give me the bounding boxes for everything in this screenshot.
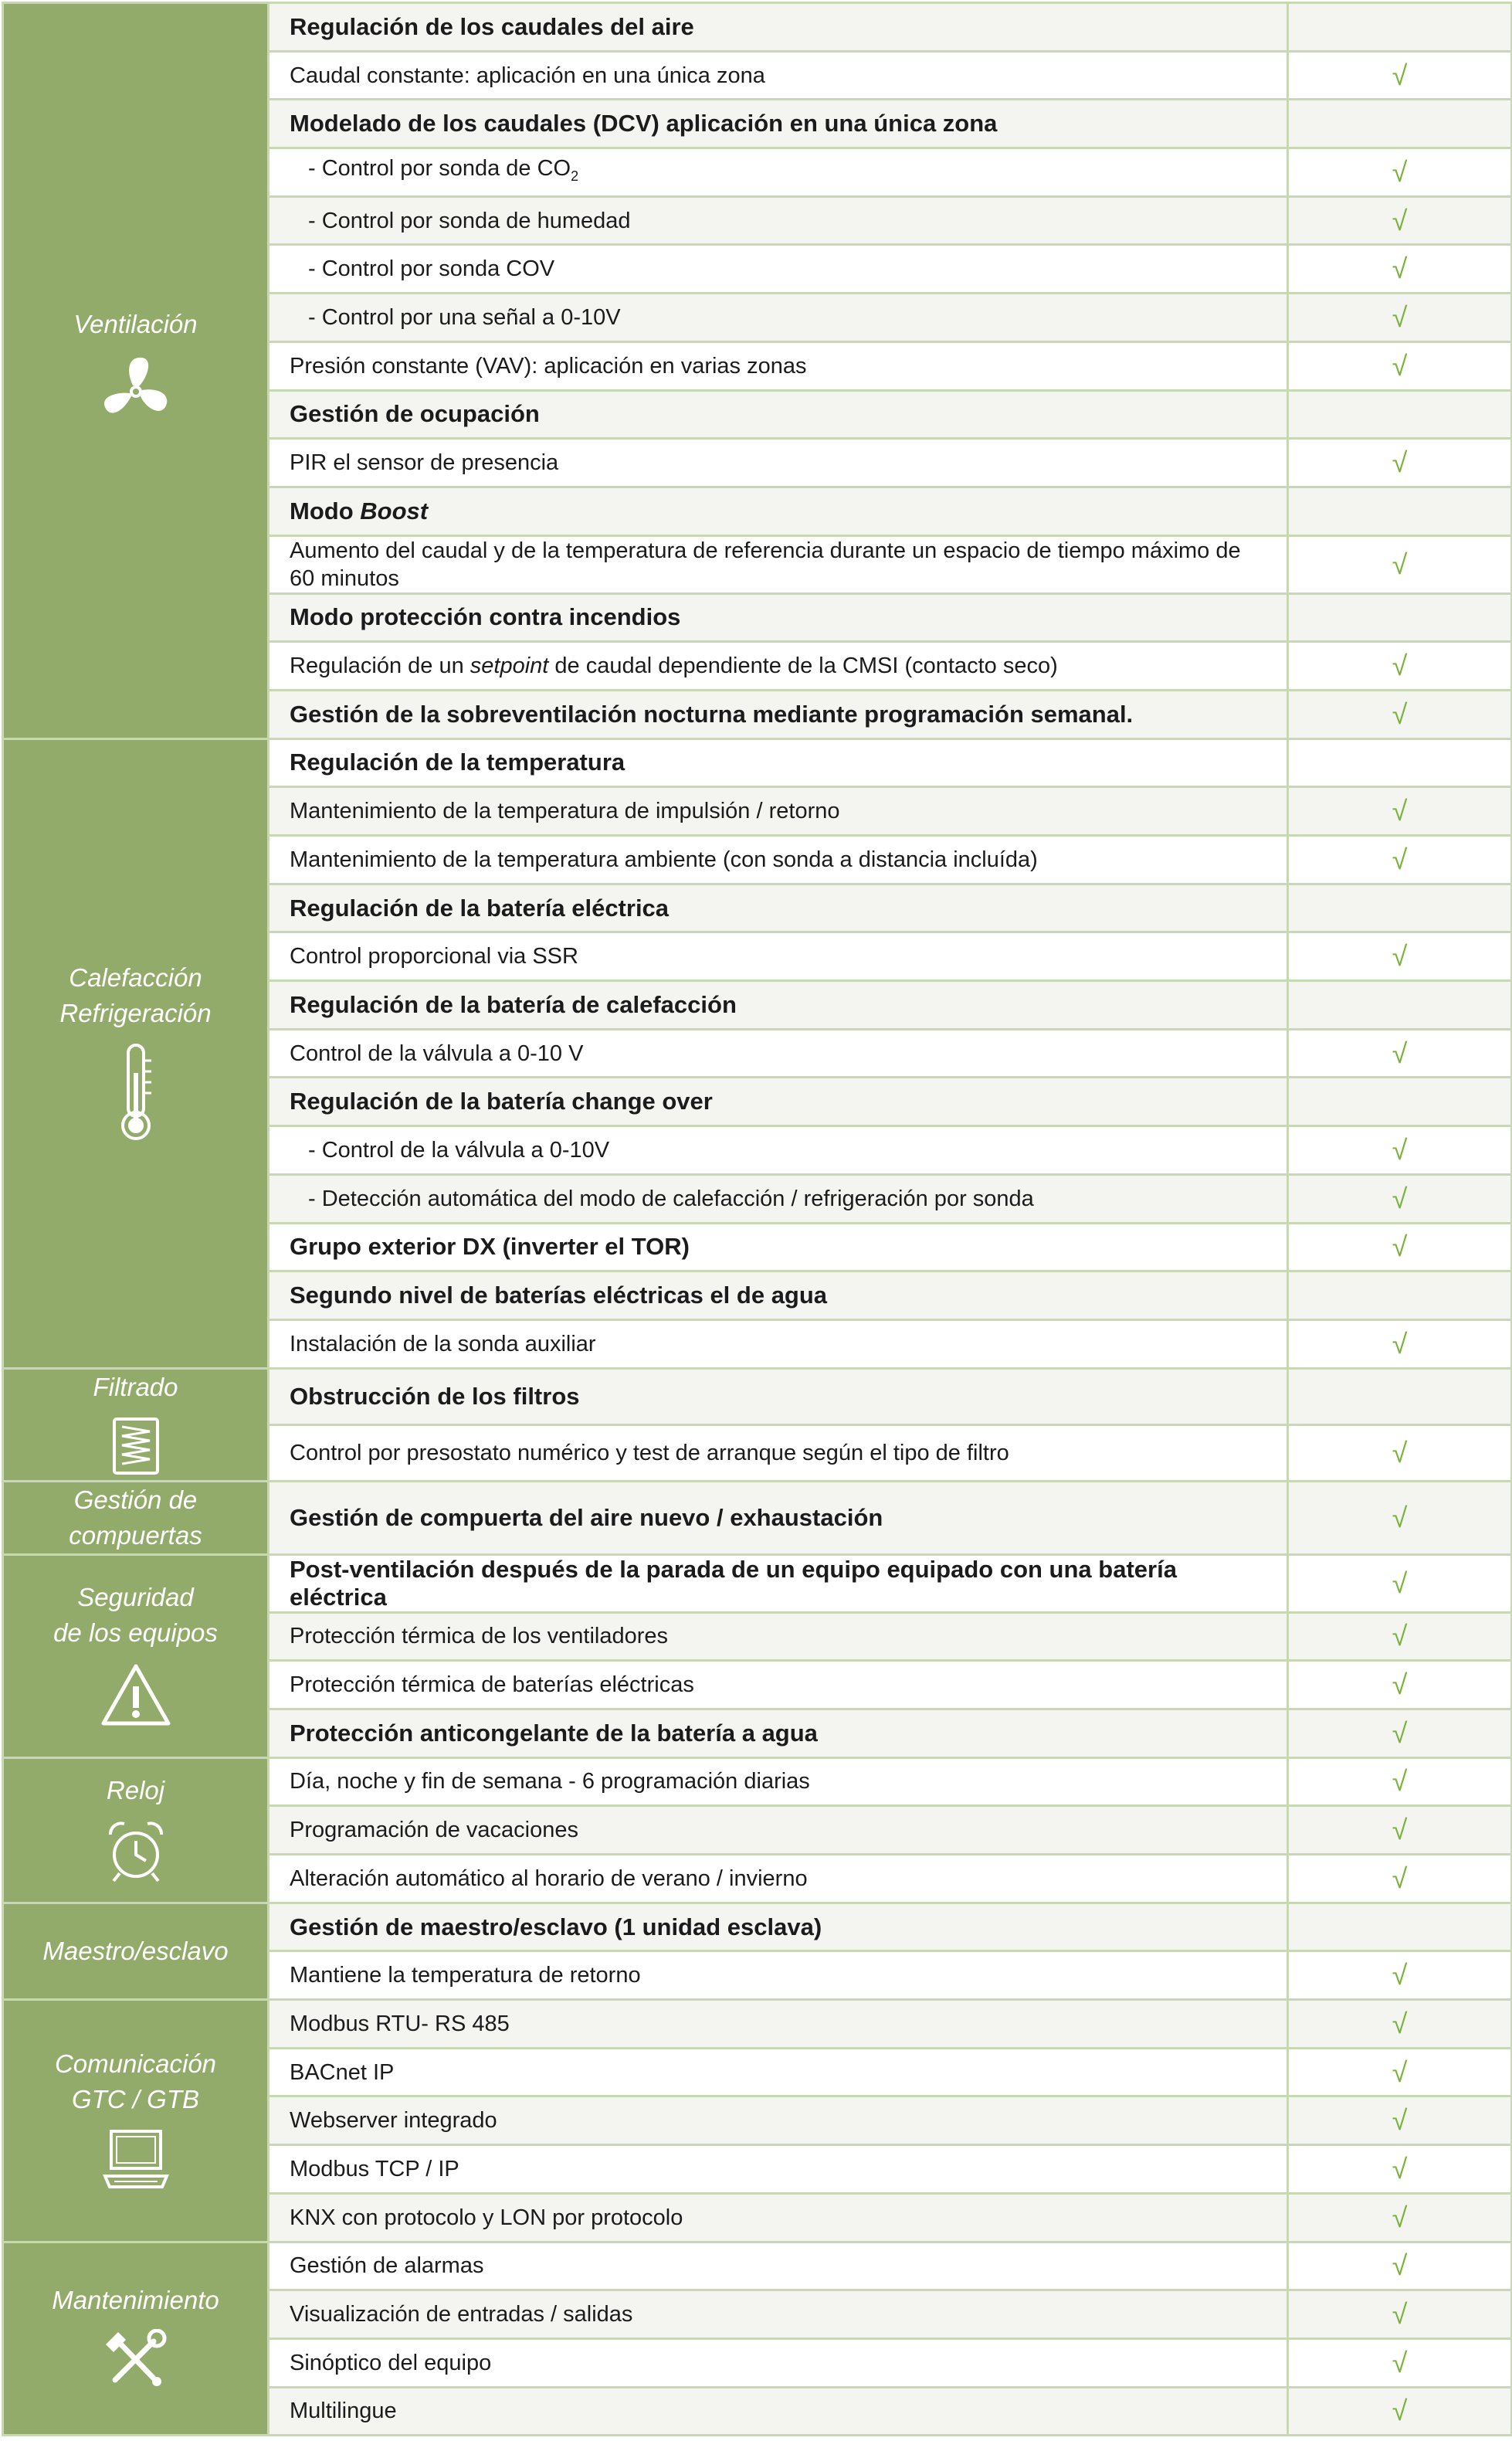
category-cell — [3, 1757, 269, 1903]
check-mark: √ — [1288, 1806, 1512, 1855]
feature-text: Gestión de maestro/esclavo (1 unidad esclava) — [290, 1913, 822, 1940]
feature-cell — [269, 1078, 1288, 1126]
feature-cell — [269, 1757, 1288, 1806]
feature-text: - Control de la válvula a 0-10V — [308, 1137, 610, 1163]
feature-text: Mantenimiento de la temperatura ambiente (con sonda a distancia incluída) — [290, 847, 1038, 872]
feature-text: Programación de vacaciones — [290, 1818, 578, 1843]
table-row — [3, 2242, 1512, 2290]
feature-cell — [269, 1951, 1288, 2000]
category-label: Reloj — [106, 1775, 165, 1804]
feature-text: Regulación de la batería change over — [290, 1088, 713, 1115]
check-mark: √ — [1288, 2242, 1512, 2290]
category-cell — [3, 3, 269, 739]
table-row — [3, 738, 1512, 787]
category-cell — [3, 738, 269, 1368]
feature-text: Regulación de un — [290, 654, 470, 679]
feature-text: Día, noche y fin de semana - 6 programación diarias — [290, 1769, 810, 1794]
table-row — [3, 1757, 1512, 1806]
feature-text: Control por presostato numérico y test de arranque según el tipo de filtro — [290, 1440, 1009, 1465]
check-mark: √ — [1288, 51, 1512, 100]
check-mark: √ — [1288, 1709, 1512, 1757]
check-mark: √ — [1288, 2338, 1512, 2387]
feature-cell — [269, 738, 1288, 787]
features-table — [2, 2, 1512, 2436]
feature-text: Multilingue — [290, 2399, 397, 2424]
category-cell — [3, 2242, 269, 2436]
check-empty — [1288, 390, 1512, 439]
check-mark: √ — [1288, 2387, 1512, 2436]
check-mark: √ — [1288, 2290, 1512, 2339]
check-empty — [1288, 487, 1512, 535]
table-row — [3, 2000, 1512, 2049]
feature-cell — [269, 1903, 1288, 1951]
feature-cell — [269, 1554, 1288, 1612]
feature-cell — [269, 1855, 1288, 1903]
feature-cell — [269, 787, 1288, 836]
thermometer-icon — [113, 1042, 159, 1146]
feature-text: Instalación de la sonda auxiliar — [290, 1331, 596, 1356]
feature-text: Webserver integrado — [290, 2108, 497, 2134]
feature-cell — [269, 439, 1288, 487]
feature-cell — [269, 2048, 1288, 2096]
feature-text: - Control por sonda COV — [308, 256, 555, 282]
feature-cell — [269, 884, 1288, 932]
feature-text: Gestión de compuerta del aire nuevo / exhaustación — [290, 1503, 883, 1531]
feature-cell — [269, 1368, 1288, 1424]
category-label: Comunicación GTC / GTB — [54, 2049, 217, 2113]
feature-text: Modelado de los caudales (DCV) aplicación en una única zona — [290, 110, 998, 137]
category-label: Seguridad de los equipos — [53, 1583, 218, 1648]
category-cell — [3, 1554, 269, 1757]
table-row — [3, 1368, 1512, 1424]
feature-cell — [269, 245, 1288, 294]
check-empty — [1288, 738, 1512, 787]
feature-text: BACnet IP — [290, 2059, 395, 2085]
feature-cell — [269, 294, 1288, 342]
feature-cell — [269, 487, 1288, 535]
feature-text: Caudal constante: aplicación en una única zona — [290, 63, 765, 88]
tools-icon — [103, 2329, 169, 2395]
check-mark: √ — [1288, 2048, 1512, 2096]
category-cell — [3, 2000, 269, 2242]
feature-cell — [269, 1806, 1288, 1855]
feature-cell — [269, 2242, 1288, 2290]
feature-cell — [269, 341, 1288, 390]
check-mark: √ — [1288, 1424, 1512, 1481]
feature-cell — [269, 1126, 1288, 1175]
fan-icon — [99, 353, 173, 434]
check-mark: √ — [1288, 932, 1512, 981]
check-mark: √ — [1288, 1554, 1512, 1612]
table-row — [3, 1903, 1512, 1951]
feature-text: Mantenimiento de la temperatura de impulsión / retorno — [290, 799, 840, 824]
feature-cell — [269, 148, 1288, 197]
category-label: Mantenimiento — [52, 2285, 219, 2314]
feature-text: Obstrucción de los filtros — [290, 1382, 580, 1410]
check-empty — [1288, 1903, 1512, 1951]
feature-text: KNX con protocolo y LON por protocolo — [290, 2205, 683, 2230]
check-mark: √ — [1288, 535, 1512, 593]
feature-text: Sinóptico del equipo — [290, 2350, 492, 2375]
computer-icon — [100, 2128, 171, 2195]
alarm-clock-icon — [103, 1819, 169, 1888]
category-label: Ventilación — [73, 310, 198, 339]
feature-text: Segundo nivel de baterías eléctricas el de agua — [290, 1282, 828, 1309]
check-mark: √ — [1288, 1126, 1512, 1175]
feature-cell — [269, 593, 1288, 642]
check-empty — [1288, 884, 1512, 932]
feature-text: Post-ventilación después de la parada de un equipo equipado con una batería eléctrica — [290, 1555, 1177, 1611]
feature-cell — [269, 2096, 1288, 2145]
check-mark: √ — [1288, 1757, 1512, 1806]
check-mark: √ — [1288, 148, 1512, 197]
check-empty — [1288, 1078, 1512, 1126]
feature-text: Gestión de la sobreventilación nocturna mediante programación semanal. — [290, 700, 1134, 728]
check-empty — [1288, 3, 1512, 52]
feature-text: Regulación de los caudales del aire — [290, 12, 694, 40]
warning-icon — [99, 1662, 173, 1732]
check-mark: √ — [1288, 1174, 1512, 1223]
check-mark: √ — [1288, 1319, 1512, 1368]
feature-text: Regulación de la batería de calefacción — [290, 990, 737, 1018]
feature-cell — [269, 1223, 1288, 1271]
feature-cell — [269, 2000, 1288, 2049]
feature-text: - Control por una señal a 0-10V — [308, 304, 621, 330]
feature-text: Gestión de alarmas — [290, 2253, 484, 2279]
feature-text: Modbus TCP / IP — [290, 2156, 459, 2181]
feature-cell — [269, 1319, 1288, 1368]
check-mark: √ — [1288, 196, 1512, 245]
feature-cell — [269, 390, 1288, 439]
feature-cell — [269, 836, 1288, 884]
feature-cell — [269, 1271, 1288, 1320]
check-empty — [1288, 100, 1512, 148]
check-mark: √ — [1288, 1661, 1512, 1709]
feature-cell — [269, 642, 1288, 691]
feature-cell — [269, 932, 1288, 981]
feature-cell — [269, 1661, 1288, 1709]
feature-cell — [269, 2387, 1288, 2436]
check-mark: √ — [1288, 787, 1512, 836]
feature-subscript: 2 — [571, 168, 579, 184]
check-mark: √ — [1288, 439, 1512, 487]
check-mark: √ — [1288, 1612, 1512, 1661]
feature-cell — [269, 535, 1288, 593]
feature-text: Mantiene la temperatura de retorno — [290, 1963, 641, 1988]
feature-text: - Detección automática del modo de calefacción / refrigeración por sonda — [308, 1186, 1034, 1211]
check-mark: √ — [1288, 690, 1512, 738]
feature-text: Visualización de entradas / salidas — [290, 2302, 633, 2327]
check-mark: √ — [1288, 1481, 1512, 1554]
feature-cell — [269, 690, 1288, 738]
check-mark: √ — [1288, 2193, 1512, 2242]
feature-cell — [269, 981, 1288, 1030]
feature-cell — [269, 2290, 1288, 2339]
check-mark: √ — [1288, 341, 1512, 390]
feature-cell — [269, 1481, 1288, 1554]
feature-text: Protección anticongelante de la batería a agua — [290, 1719, 818, 1747]
feature-text: Modo protección contra incendios — [290, 603, 681, 631]
feature-emphasis: setpoint — [470, 654, 549, 679]
feature-text: Control proporcional via SSR — [290, 944, 578, 969]
feature-text: Regulación de la temperatura — [290, 749, 625, 776]
feature-cell — [269, 2145, 1288, 2194]
feature-text: PIR el sensor de presencia — [290, 450, 559, 476]
feature-text: Alteración automático al horario de verano / invierno — [290, 1866, 808, 1891]
check-empty — [1288, 593, 1512, 642]
feature-cell — [269, 196, 1288, 245]
feature-text-after: de caudal dependiente de la CMSI (contacto seco) — [548, 654, 1058, 679]
features-table-body — [3, 3, 1512, 2436]
check-mark: √ — [1288, 1855, 1512, 1903]
feature-text: - Control por sonda de humedad — [308, 208, 631, 233]
check-mark: √ — [1288, 245, 1512, 294]
category-cell — [3, 1903, 269, 1999]
category-label: Gestión de compuertas — [69, 1485, 202, 1550]
check-mark: √ — [1288, 2000, 1512, 2049]
table-row — [3, 1554, 1512, 1612]
feature-cell — [269, 1029, 1288, 1078]
table-row — [3, 1481, 1512, 1554]
check-empty — [1288, 1271, 1512, 1320]
feature-cell — [269, 1709, 1288, 1757]
feature-cell — [269, 1612, 1288, 1661]
feature-text: Modo — [290, 497, 361, 525]
check-mark: √ — [1288, 1951, 1512, 2000]
category-label: Filtrado — [93, 1372, 178, 1401]
check-mark: √ — [1288, 1223, 1512, 1271]
check-empty — [1288, 1368, 1512, 1424]
feature-text: Modbus RTU- RS 485 — [290, 2011, 510, 2036]
check-mark: √ — [1288, 836, 1512, 884]
feature-text: Regulación de la batería eléctrica — [290, 894, 670, 922]
check-empty — [1288, 981, 1512, 1030]
feature-cell — [269, 1174, 1288, 1223]
category-label: Calefacción Refrigeración — [59, 963, 212, 1028]
feature-text: - Control por sonda de CO — [308, 156, 571, 181]
feature-cell — [269, 1424, 1288, 1481]
check-mark: √ — [1288, 294, 1512, 342]
table-row — [3, 3, 1512, 52]
feature-cell — [269, 51, 1288, 100]
category-cell — [3, 1368, 269, 1481]
check-mark: √ — [1288, 642, 1512, 691]
feature-cell — [269, 100, 1288, 148]
feature-cell — [269, 2338, 1288, 2387]
feature-text: Protección térmica de baterías eléctricas — [290, 1672, 694, 1698]
category-label: Maestro/esclavo — [42, 1936, 229, 1965]
check-mark: √ — [1288, 1029, 1512, 1078]
feature-cell — [269, 3, 1288, 52]
feature-text: Grupo exterior DX (inverter el TOR) — [290, 1233, 690, 1261]
check-mark: √ — [1288, 2145, 1512, 2194]
check-mark: √ — [1288, 2096, 1512, 2145]
category-cell — [3, 1481, 269, 1554]
feature-cell — [269, 2193, 1288, 2242]
feature-text: Control de la válvula a 0-10 V — [290, 1041, 584, 1066]
filter-icon — [111, 1416, 161, 1480]
feature-text: Presión constante (VAV): aplicación en varias zonas — [290, 353, 807, 379]
feature-text: Aumento del caudal y de la temperatura de referencia durante un espacio de tiempo máximo de 60 minutos — [290, 538, 1241, 591]
feature-emphasis: Boost — [360, 497, 429, 525]
feature-text: Protección térmica de los ventiladores — [290, 1624, 669, 1649]
feature-text: Gestión de ocupación — [290, 400, 540, 428]
